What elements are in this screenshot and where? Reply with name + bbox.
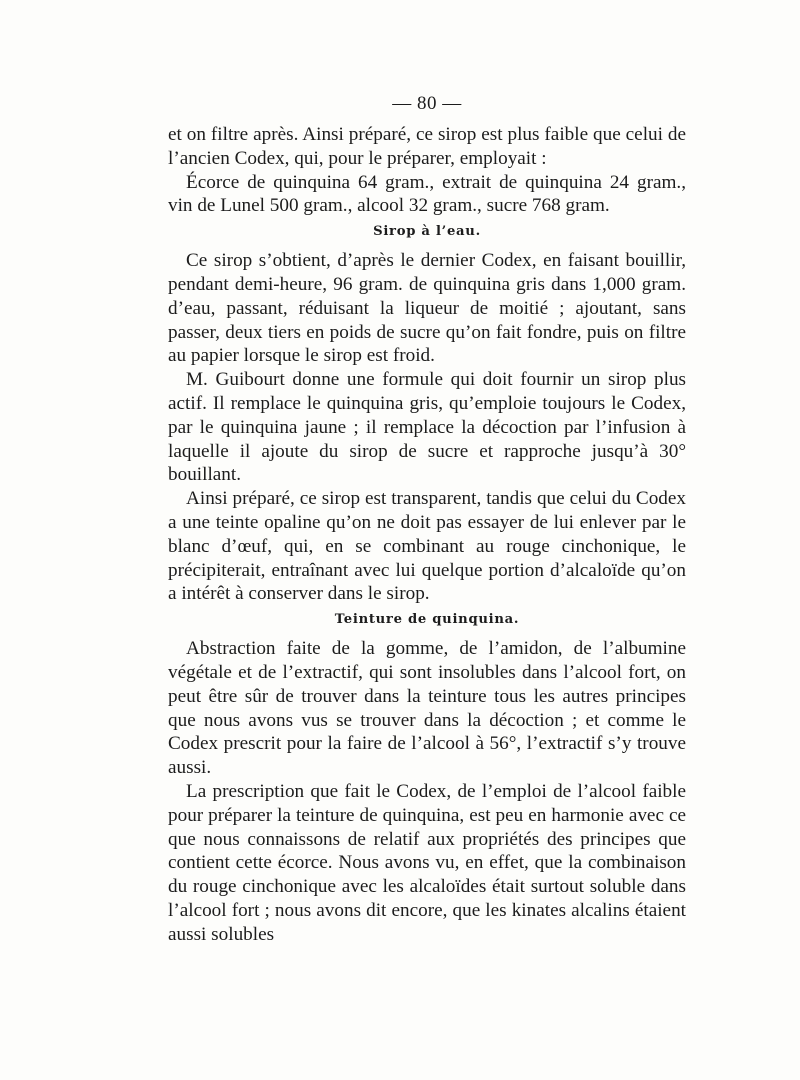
page-number: — 80 — (392, 93, 462, 114)
paragraph: La prescription que fait le Codex, de l’emploi de l’alcool faible pour préparer la teinture de quinquina, est peu en harmonie avec ce que nous connaissons de relatif aux propriétés des principes que contient cette écorce. Nous avons vu, en effet, que la combinaison du rouge cinchonique avec les alcaloïdes était surtout soluble dans l’alcool fort ; nous avons dit encore, que les kinates alcalins étaient aussi solubles (168, 780, 686, 945)
paragraph: Ce sirop s’obtient, d’après le dernier Codex, en faisant bouillir, pendant demi-heure, 96 gram. de quinquina gris dans 1,000 gram. d’eau, passant, réduisant la liqueur de moitié ; ajoutant, sans passer, deux tiers en poids de sucre qu’on fait fondre, puis on filtre au papier lorsque le sirop est froid. (168, 250, 686, 367)
paragraph: M. Guibourt donne une formule qui doit fournir un sirop plus actif. Il remplace le quinquina gris, qu’emploie toujours le Codex, par le quinquina jaune ; il remplace la décoction par l’infusion à laquelle il ajoute du sirop de sucre et rapproche jusqu’à 30° bouillant. (168, 369, 686, 486)
paragraph: Ainsi préparé, ce sirop est transparent, tandis que celui du Codex a une teinte opaline qu’on ne doit pas essayer de lui enlever par le blanc d’œuf, qui, en se combinant au rouge cinchonique, le précipiterait, entraînant avec lui quelque portion d’alcaloïde qu’on a intérêt à conserver dans le sirop. (168, 488, 686, 605)
section-heading: Teinture de quinquina. (334, 612, 520, 628)
paragraph: et on filtre après. Ainsi préparé, ce sirop est plus faible que celui de l’ancien Codex, qui, pour le préparer, employait : (168, 124, 686, 169)
page-text-block (168, 90, 686, 947)
paragraph: Écorce de quinquina 64 gram., extrait de quinquina 24 gram., vin de Lunel 500 gram., alcool 32 gram., sucre 768 gram. (168, 171, 686, 217)
paragraph: Abstraction faite de la gomme, de l’amidon, de l’albumine végétale et de l’extractif, qui sont insolubles dans l’alcool fort, on peut être sûr de trouver dans la teinture tous les autres principes que nous avons vus se trouver dans la décoction ; et comme le Codex prescrit pour la faire de l’alcool à 56°, l’extractif s’y trouve aussi. (168, 638, 686, 779)
section-heading: Sirop à l’eau. (373, 224, 481, 240)
